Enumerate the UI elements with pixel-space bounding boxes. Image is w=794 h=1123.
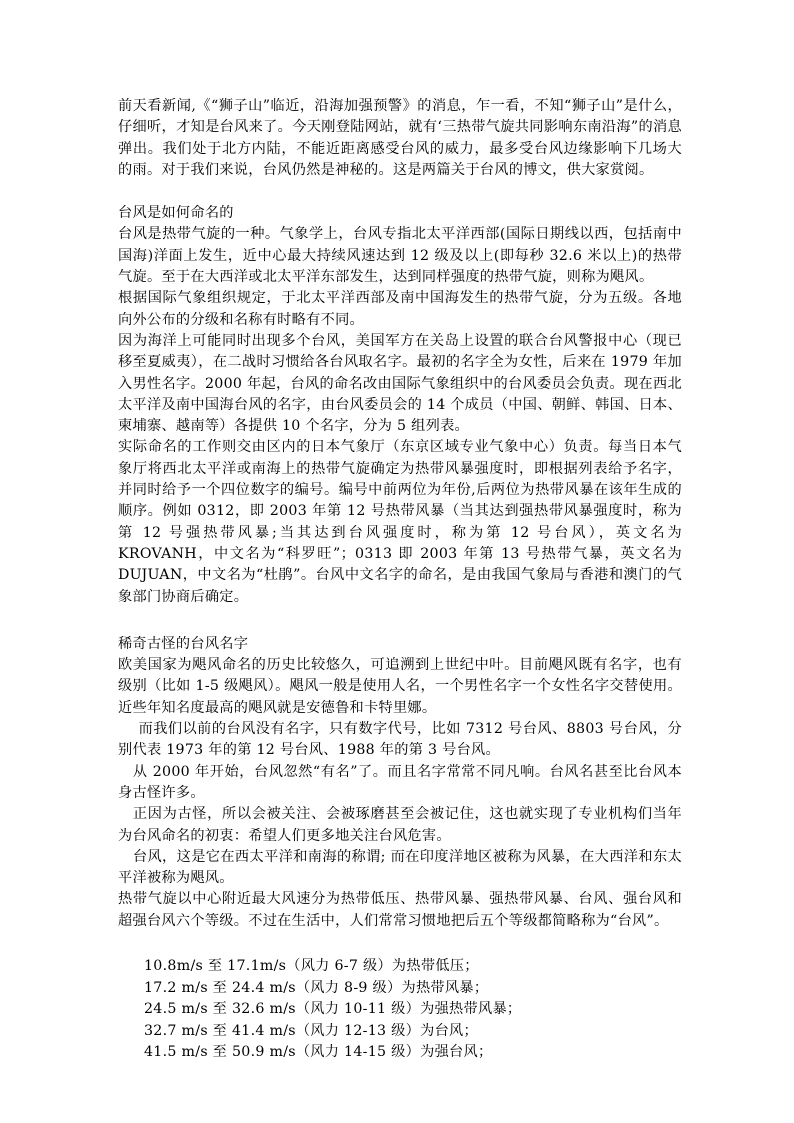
list-item: 41.5 m/s 至 50.9 m/s（风力 14-15 级）为强台风； <box>144 1044 493 1061</box>
spacer <box>118 932 682 954</box>
paragraph: 因为海洋上可能同时出现多个台风，美国军方在关岛上设置的联合台风警报中心（现已移至夏威夷），在二战时习惯给各台风取名字。最初的名字全为女性，后来在 1979 年加入男性名字。2000 年起，台风的命名改由国际气象组织中的台风委员会负责。现在西北太平洋及南中国海台风的名字，由台风委员会的 14 个成员（中国、朝鲜、韩国、日本、柬埔寨、越南等）各提供 10 个名字，分为 5 组列表。 <box>118 332 682 435</box>
paragraph: 台风是热带气旋的一种。气象学上，台风专指北太平洋西部(国际日期线以西，包括南中国海)洋面上发生，近中心最大持续风速达到 12 级及以上(即每秒 32.6 米以上)的热带气旋。至于在大西洋或北太平洋东部发生，达到同样强度的热带气旋，则称为飓风。 <box>118 226 682 286</box>
paragraph: 热带气旋以中心附近最大风速分为热带低压、热带风暴、强热带风暴、台风、强台风和超强台风六个等级。不过在生活中，人们常常习惯地把后五个等级都简略称为“台风”。 <box>118 891 682 929</box>
spacer <box>118 608 682 634</box>
paragraph: 实际命名的工作则交由区内的日本气象厅（东京区域专业气象中心）负责。每当日本气象厅将西北太平洋或南海上的热带气旋确定为热带风暴强度时，即根据列表给予名字，并同时给予一个四位数字的编号。编号中前两位为年份,后两位为热带风暴在该年生成的顺序。例如 0312，即 2003 年第 12 号热带风暴（当其达到强热带风暴强度时，称为第 12 号强热带风暴;当其达到台风强度时，称为第 12 号台风），英文名为 KROVANH，中文名为“科罗旺”；0313 即 2003 年第 13 号热带气暴，英文名为 DUJUAN，中文名为“杜鹃”。台风中文名字的命名，是由我国气象局与香港和澳门的气象部门协商后确定。 <box>118 439 682 605</box>
list-item: 10.8m/s 至 17.1m/s（风力 6-7 级）为热带低压； <box>144 957 479 974</box>
paragraph: 从 2000 年开始，台风忽然“有名”了。而且名字常常不同凡响。台风名甚至比台风本身古怪许多。 <box>118 763 682 801</box>
paragraph: 欧美国家为飓风命名的历史比较悠久，可追溯到上世纪中叶。目前飓风既有名字，也有级别（比如 1-5 级飓风）。飓风一般是使用人名，一个男性名字一个女性名字交替使用。近些年知名度最高的飓风就是安德鲁和卡特里娜。 <box>118 657 682 716</box>
paragraph: 根据国际气象组织规定，于北太平洋西部及南中国海发生的热带气旋，分为五级。各地向外公布的分级和名称有时略有不同。 <box>118 290 682 328</box>
section-heading-strange-names: 稀奇古怪的台风名字 <box>118 635 249 652</box>
spacer <box>118 181 682 203</box>
intro-paragraph: 前天看新闻,《“狮子山”临近，沿海加强预警》的消息，乍一看，不知“狮子山”是什么，仔细听，才知是台风来了。今天刚登陆网站，就有‘三热带气旋共同影响东南沿海”的消息弹出。我们处于北方内陆，不能近距离感受台风的威力，最多受台风边缘影响下几场大的雨。对于我们来说，台风仍然是神秘的。这是两篇关于台风的博文，供大家赏阅。 <box>118 98 682 178</box>
section-heading-naming: 台风是如何命名的 <box>118 205 234 222</box>
list-item: 32.7 m/s 至 41.4 m/s（风力 12-13 级）为台风； <box>144 1022 478 1039</box>
list-item: 17.2 m/s 至 24.4 m/s（风力 8-9 级）为热带风暴； <box>144 979 489 996</box>
list-item: 24.5 m/s 至 32.6 m/s（风力 10-11 级）为强热带风暴； <box>144 1001 522 1018</box>
paragraph: 而我们以前的台风没有名字，只有数字代号，比如 7312 号台风、8803 号台风，分别代表 1973 年的第 12 号台风、1988 年的第 3 号台风。 <box>118 721 682 759</box>
paragraph: 台风，这是它在西太平洋和南海的称谓; 而在印度洋地区被称为风暴，在大西洋和东太平洋被称为飓风。 <box>118 848 682 887</box>
paragraph: 正因为古怪，所以会被关注、会被琢磨甚至会被记住，这也就实现了专业机构们当年为台风命名的初衷：希望人们更多地关注台风危害。 <box>118 806 682 844</box>
document-page <box>118 96 682 1064</box>
wind-level-list <box>118 956 682 1064</box>
